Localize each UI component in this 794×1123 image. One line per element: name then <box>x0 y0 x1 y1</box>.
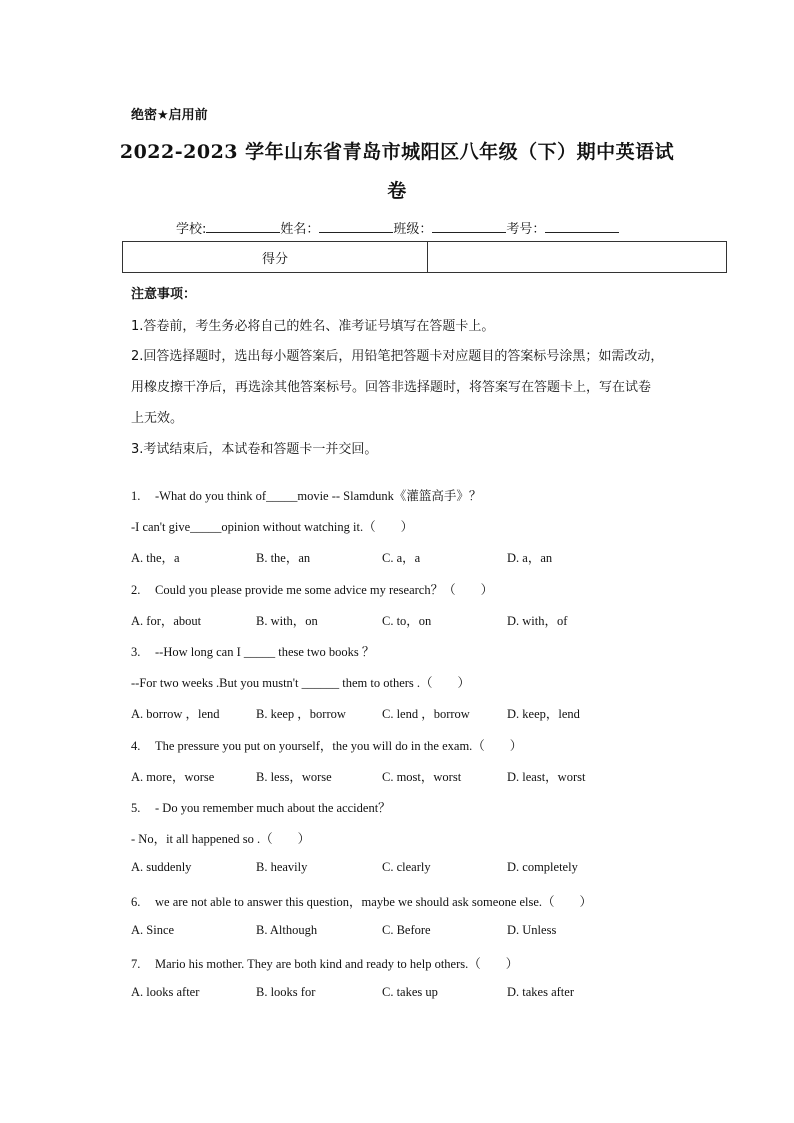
note-line: 2.回答选择题时，选出每小题答案后，用铅笔把答题卡对应题目的答案标号涂黑；如需改动， <box>131 349 664 364</box>
class-label: 班级： <box>393 222 433 237</box>
question-number: 4. <box>131 739 141 753</box>
option-b[interactable]: B. looks for <box>256 985 316 999</box>
school-label: 学校: <box>176 222 207 237</box>
score-label: 得分 <box>123 242 428 273</box>
question-2 <box>131 580 493 598</box>
question-1-line-2: -I can't give_____opinion without watching it.（ ） <box>131 520 414 534</box>
option-a[interactable]: A. more，worse <box>131 770 215 784</box>
exam-number-label: 考号： <box>506 222 546 237</box>
note-line: 用橡皮擦干净后，再选涂其他答案标号。回答非选择题时，将答案写在答题卡上，写在试卷 <box>131 380 652 395</box>
option-d[interactable]: D. completely <box>507 860 578 874</box>
option-c[interactable]: C. Before <box>382 923 431 937</box>
option-a[interactable]: A. Since <box>131 923 175 937</box>
question-number: 5. <box>131 801 141 815</box>
name-blank[interactable] <box>319 220 393 233</box>
option-b[interactable]: B. heavily <box>256 860 308 874</box>
question-1 <box>131 486 481 504</box>
question-number: 7. <box>131 957 141 971</box>
option-d[interactable]: D. least，worst <box>507 770 586 784</box>
option-c[interactable]: C. to，on <box>382 614 432 628</box>
question-text: --How long can I _____ these two books ？ <box>155 645 375 659</box>
option-a[interactable]: A. the，a <box>131 551 180 565</box>
option-d[interactable]: D. a，an <box>507 551 553 565</box>
question-text: - Do you remember much about the accident？ <box>155 801 391 815</box>
option-d[interactable]: D. keep，lend <box>507 707 580 721</box>
option-c[interactable]: C. clearly <box>382 860 431 874</box>
question-5 <box>131 798 391 816</box>
question-3-line-2: --For two weeks .But you mustn't ______ them to others .（ ） <box>131 676 471 690</box>
score-value-cell[interactable] <box>428 242 727 273</box>
question-text: -What do you think of_____movie -- Slamdunk《灌篮高手》？ <box>155 489 482 503</box>
name-label: 姓名： <box>280 222 320 237</box>
option-d[interactable]: D. with，of <box>507 614 568 628</box>
option-b[interactable]: B. Although <box>256 923 318 937</box>
question-7 <box>131 954 518 972</box>
notes-heading: 注意事项： <box>131 287 197 302</box>
question-number: 1. <box>131 489 141 503</box>
question-text: Mario his mother. They are both kind and ready to help others.（ ） <box>155 957 519 971</box>
option-a[interactable]: A. looks after <box>131 985 200 999</box>
exam-number-blank[interactable] <box>545 220 619 233</box>
option-c[interactable]: C. takes up <box>382 985 438 999</box>
option-a[interactable]: A. for，about <box>131 614 202 628</box>
student-info-line <box>176 218 619 237</box>
question-number: 6. <box>131 895 141 909</box>
option-c[interactable]: C. a，a <box>382 551 421 565</box>
option-b[interactable]: B. with，on <box>256 614 318 628</box>
option-d[interactable]: D. takes after <box>507 985 574 999</box>
exam-title-continued: 卷 <box>387 180 407 202</box>
question-5-line-2: - No，it all happened so .（ ） <box>131 832 311 846</box>
question-4 <box>131 736 522 754</box>
option-c[interactable]: C. most，worst <box>382 770 462 784</box>
confidential-label: 绝密★启用前 <box>131 108 208 123</box>
note-line: 3.考试结束后，本试卷和答题卡一并交回。 <box>131 442 378 457</box>
option-c[interactable]: C. lend ，borrow <box>382 707 470 721</box>
question-6 <box>131 892 592 910</box>
score-table <box>122 241 727 273</box>
note-line: 上无效。 <box>131 411 184 426</box>
question-text: Could you please provide me some advice my research？（ ） <box>155 583 494 597</box>
option-b[interactable]: B. less，worse <box>256 770 332 784</box>
exam-title: 2022-2023 学年山东省青岛市城阳区八年级（下）期中英语试 <box>119 141 675 163</box>
question-number: 3. <box>131 645 141 659</box>
option-b[interactable]: B. the，an <box>256 551 311 565</box>
note-line: 1.答卷前，考生务必将自己的姓名、准考证号填写在答题卡上。 <box>131 319 495 334</box>
class-blank[interactable] <box>432 220 506 233</box>
option-a[interactable]: A. borrow ，lend <box>131 707 220 721</box>
option-a[interactable]: A. suddenly <box>131 860 192 874</box>
option-b[interactable]: B. keep ，borrow <box>256 707 346 721</box>
question-3 <box>131 642 374 660</box>
question-text: we are not able to answer this question，maybe we should ask someone else.（ ） <box>155 895 593 909</box>
option-d[interactable]: D. Unless <box>507 923 557 937</box>
question-text: The pressure you put on yourself，the you will do in the exam.（ ） <box>155 739 523 753</box>
school-blank[interactable] <box>206 220 280 233</box>
question-number: 2. <box>131 583 141 597</box>
